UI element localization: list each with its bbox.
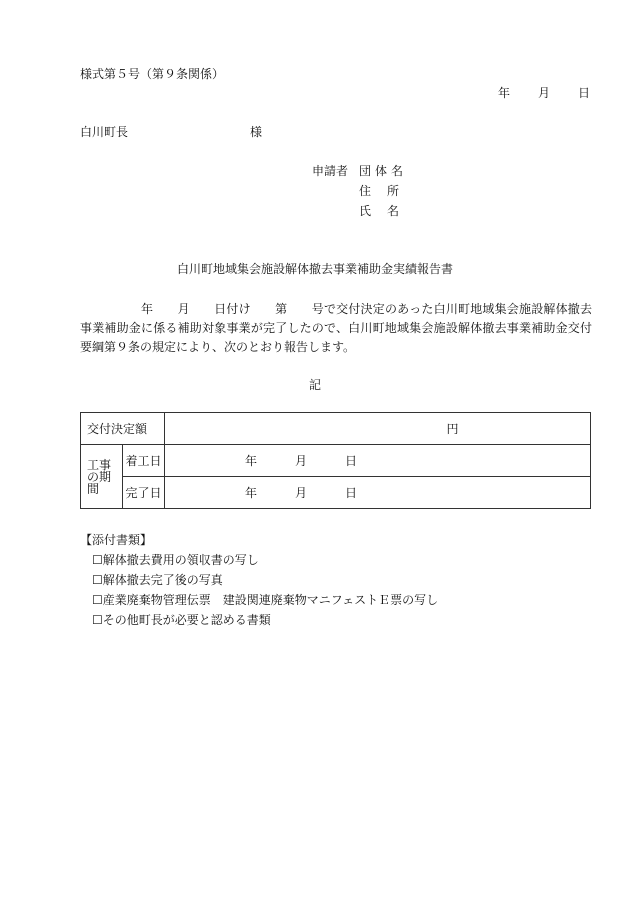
applicant-name: 氏名	[359, 204, 416, 218]
date-line	[498, 87, 590, 99]
attachments-heading: 【添付書類】	[80, 533, 153, 547]
date-month: 月	[537, 86, 550, 100]
period-label: 工事の期間	[81, 445, 123, 509]
addressee	[80, 125, 263, 139]
grant-amount-label: 交付決定額	[81, 413, 165, 445]
list-item: ☐その他町長が必要と認める書類	[92, 613, 271, 627]
table-row	[81, 445, 591, 477]
ki-heading: 記	[308, 378, 321, 392]
start-date: 年 月 日	[165, 445, 591, 477]
body-text: 年 月 日付け 第 号で交付決定のあった白川町地域集会施設解体撤去事業補助金に係る補助対象事業が完了したので、白川町地域集会施設解体撤去事業補助金交付要綱第９条の規定により、次のとおり報告します。	[80, 302, 592, 354]
grant-amount-value: 円	[165, 413, 591, 445]
list-item: ☐解体撤去完了後の写真	[92, 573, 223, 587]
table-row	[81, 413, 591, 445]
document-title: 白川町地域集会施設解体撤去事業補助金実績報告書	[176, 262, 453, 276]
list-item: ☐産業廃棄物管理伝票 建設関連廃棄物マニフェストＥ票の写し	[92, 593, 439, 607]
end-date: 年 月 日	[165, 477, 591, 509]
addressee-name: 白川町長	[80, 125, 129, 139]
applicant-address: 住所	[359, 184, 416, 198]
form-number: 様式第５号（第９条関係）	[80, 67, 225, 81]
list-item: ☐解体撤去費用の領収書の写し	[92, 553, 259, 567]
attachments	[80, 534, 438, 634]
start-label: 着工日	[123, 445, 165, 477]
date-year: 年	[497, 86, 510, 100]
applicant-label: 申請者	[312, 164, 349, 178]
info-table	[80, 412, 591, 509]
date-day: 日	[577, 86, 590, 100]
table-row	[81, 477, 591, 509]
addressee-honorific: 様	[250, 125, 263, 139]
applicant-org-name: 団体名	[359, 164, 408, 178]
end-label: 完了日	[123, 477, 165, 509]
